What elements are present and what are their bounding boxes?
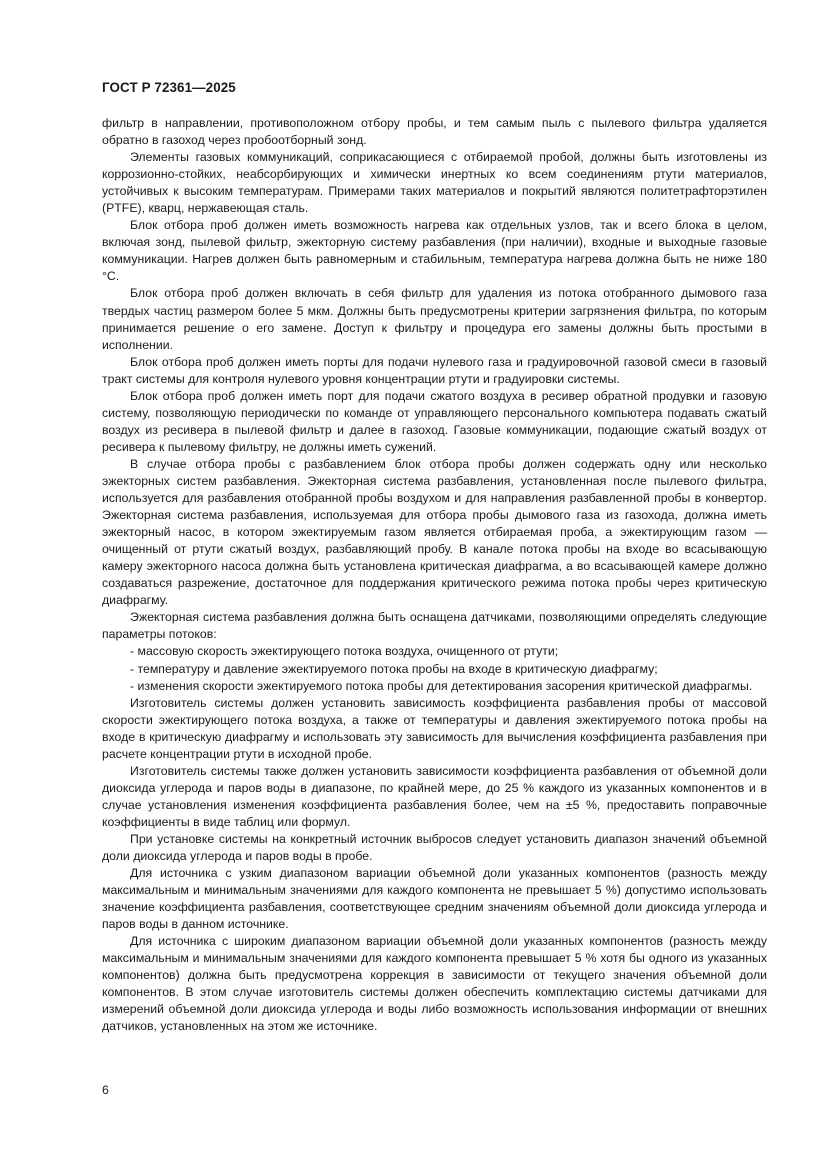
page-number: 6 (102, 1083, 109, 1097)
paragraph: При установке системы на конкретный источник выбросов следует установить диапазон значений объемной доли диоксида углерода и паров воды в пробе. (102, 831, 767, 864)
paragraph: Блок отбора проб должен иметь порт для подачи сжатого воздуха в ресивер обратной продувки и газовую систему, позволяющую периодически по команде от управляющего персонального компьютера подавать сжатый воздух из ресивера в пылевой фильтр и далее в газоход. Газовые коммуникации, подающие сжатый воздух от ресивера к пылевому фильтру, не должны иметь сужений. (102, 388, 767, 454)
paragraph: Эжекторная система разбавления должна быть оснащена датчиками, позволяющими определять следующие параметры потоков: (102, 610, 767, 642)
paragraph: Для источника с широким диапазоном вариации объемной доли указанных компонентов (разность между максимальным и минимальным значениями для каждого компонента превышает 5 % хотя бы одного из указанных компонентов) должна быть предусмотрена коррекция в зависимости от текущего значения объемной доли компонентов. В этом случае изготовитель системы должен обеспечить комплектацию системы датчиками для измерений объемной доли диоксида углерода и воды либо возможность использования информации от внешних датчиков, установленных на этом же источнике. (102, 934, 767, 1034)
paragraph: Для источника с узким диапазоном вариации объемной доли указанных компонентов (разность между максимальным и минимальным значениями для каждого компонента не превышает 5 %) допустимо использовать значение коэффициента разбавления, соответствующее средним значениям объемной доли диоксида углерода и паров воды в данном источнике. (102, 866, 767, 932)
document-body (102, 115, 767, 1036)
list-item: - массовую скорость эжектирующего потока воздуха, очищенного от ртути; (130, 644, 559, 659)
paragraph: Изготовитель системы также должен установить зависимости коэффициента разбавления от объемной доли диоксида углерода и паров воды в диапазоне, по крайней мере, до 25 % каждого из указанных компонентов и в случае установления изменения коэффициента разбавления более, чем на ±5 %, предоставить поправочные коэффициенты в виде таблиц или формул. (102, 763, 767, 829)
list-item: - температуру и давление эжектируемого потока пробы на входе в критическую диафрагму; (130, 661, 658, 676)
list-item: - изменения скорости эжектируемого потока пробы для детектирования засорения критической диафрагмы. (130, 678, 753, 693)
paragraph: Элементы газовых коммуникаций, соприкасающиеся с отбираемой пробой, должны быть изготовлены из коррозионно-стойких, неабсорбирующих и химически инертных ко всем соединениям ртути материалов, устойчивых к высоким температурам. Примерами таких материалов и покрытий являются политетрафторэтилен (PTFE), кварц, нержавеющая сталь. (102, 150, 767, 216)
paragraph: Изготовитель системы должен установить зависимость коэффициента разбавления пробы от массовой скорости эжектирующего потока воздуха, а также от температуры и давления эжектируемого потока пробы на входе в критическую диафрагму и использовать эту зависимость для вычисления коэффициента разбавления при расчете концентрации ртути в исходной пробе. (102, 695, 767, 761)
paragraph: фильтр в направлении, противоположном отбору пробы, и тем самым пыль с пылевого фильтра удаляется обратно в газоход через пробоотборный зонд. (102, 116, 767, 148)
paragraph: Блок отбора проб должен включать в себя фильтр для удаления из потока отобранного дымового газа твердых частиц размером более 5 мкм. Должны быть предусмотрены критерии загрязнения фильтра, по которым принимается решение о его замене. Доступ к фильтру и процедура его замены должны быть простыми в исполнении. (102, 286, 767, 352)
document-header: ГОСТ Р 72361—2025 (102, 80, 236, 95)
paragraph: Блок отбора проб должен иметь возможность нагрева как отдельных узлов, так и всего блока в целом, включая зонд, пылевой фильтр, эжекторную систему разбавления (при наличии), входные и выходные газовые коммуникации. Нагрев должен быть равномерным и стабильным, температура нагрева должна быть не ниже 180 °С. (102, 218, 767, 284)
paragraph: В случае отбора пробы с разбавлением блок отбора пробы должен содержать одну или несколько эжекторных систем разбавления. Эжекторная система разбавления, установленная после пылевого фильтра, используется для разбавления отобранной пробы воздухом и для направления разбавленной пробы в конвертор. Эжекторная система разбавления, используемая для отбора пробы дымового газа из газохода, должна иметь эжекторный насос, в котором эжектируемым газом является отбираемая проба, а эжектирующим газом — очищенный от ртути сжатый воздух, разбавляющий пробу. В канале потока пробы на входе во всасывающую камеру эжекторного насоса должна быть установлена критическая диафрагма, а во всасывающей камере должно создаваться разрежение, достаточное для поддержания критического режима потока пробы через критическую диафрагму. (102, 456, 767, 608)
paragraph: Блок отбора проб должен иметь порты для подачи нулевого газа и градуировочной газовой смеси в газовый тракт системы для контроля нулевого уровня концентрации ртути и градуировки системы. (102, 354, 767, 386)
